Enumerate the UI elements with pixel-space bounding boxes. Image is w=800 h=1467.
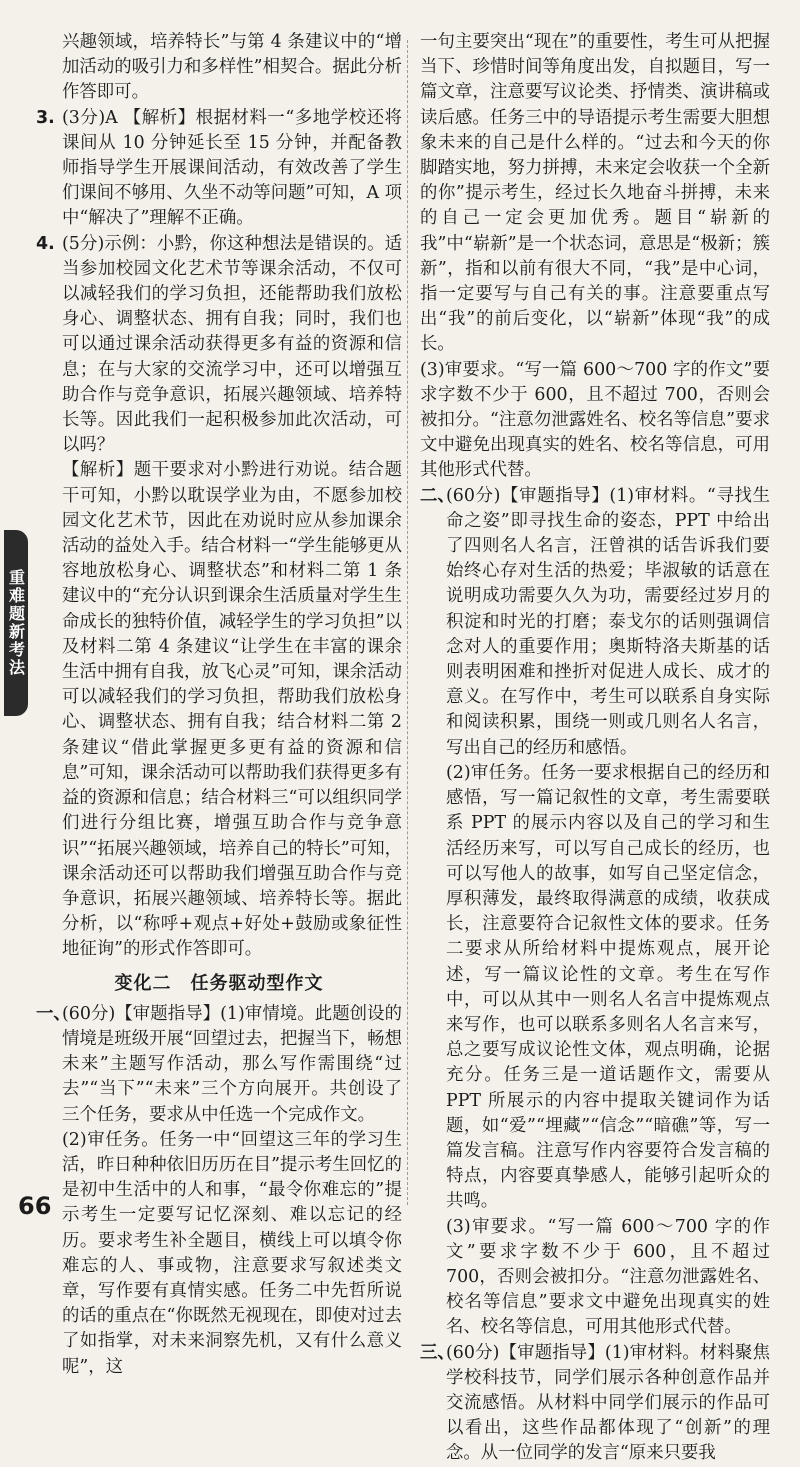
essay-3-number: 三、 <box>420 1342 455 1363</box>
essay-3 <box>420 1341 770 1467</box>
question-3-number: 3. <box>36 107 55 128</box>
side-tab: 重难题新考法 <box>4 530 28 716</box>
question-3-text: (3分)A 【解析】根据材料一“多地学校还将课间从 10 分钟延长至 15 分钟，并配备教师指导学生开展课间活动，有效改善了学生们课间不够用、久坐不动等问题”可知，A 项中“解决了”理解不正确。 <box>62 107 403 229</box>
essay-3-text: (60分)【审题指导】(1)审材料。材料聚焦学校科技节，同学们展示各种创意作品并交流感悟。从材料中同学们展示的作品可以看出，这些作品都体现了“创新”的理念。从一位同学的发言“原来只要我 <box>446 1342 770 1464</box>
essay-2-text: (60分)【审题指导】(1)审材料。“寻找生命之姿”即寻找生命的姿态，PPT 中给出了四则名人名言，汪曾祺的话告诉我们要始终心存对生活的热爱；毕淑敏的话意在说明成功需要久久为功，需要经过岁月的积淀和时光的打磨；泰戈尔的话则强调信念对人的重要作用；奥斯特洛夫斯基的话则表明困难和挫折对促进人成长、成才的意义。在写作中，考生可以联系自身实际和阅读积累，围绕一则或几则名人名言，写出自己的经历和感悟。 <box>446 485 770 758</box>
question-4-number: 4. <box>36 233 55 254</box>
essay-2 <box>420 484 770 761</box>
question-3 <box>36 106 402 232</box>
essay-1-text: (60分)【审题指导】(1)审情境。此题创设的情境是班级开展“回望过去，把握当下，畅想未来”主题写作活动，那么写作需围绕“过去”“当下”“未来”三个方向展开。共创设了三个任务，要求从中任选一个完成作文。 <box>62 1003 402 1125</box>
right-continued-paragraph: 一句主要突出“现在”的重要性，考生可从把握当下、珍惜时间等角度出发，自拟题目，写一篇文章，注意要写议论类、抒情类、演讲稿或读后感。任务三中的导语提示考生需要大胆想象未来的自己是什么样的。“过去和今天的你脚踏实地，努力拼搏，未来定会收获一个全新的你”提示考生，经过长久地奋斗拼搏，未来的自己一定会更加优秀。题目“崭新的我”中“崭新”是一个状态词，意思是“极新；簇新”，指和以前有很大不同，“我”是中心词，指一定要写与自己有关的事。注意要重点写出“我”的前后变化，以“崭新”体现“我”的成长。 <box>420 32 770 355</box>
essay-2-task-paragraph: (2)审任务。任务一要求根据自己的经历和感悟，写一篇记叙性的文章，考生需要联系 PPT 的展示内容以及自己的学习和生活经历来写，可以写自己成长的经历，也可以写他人的故事，如写自己坚定信念，厚积薄发，最终取得满意的成绩，收获成长，注意要符合记叙性文体的要求。任务二要求从所给材料中提炼观点，展开论述，写一篇议论性的文章。考生在写作中，可以从其中一则名人名言中提炼观点来写作，也可以联系多则名人名言来写，总之要写成议论性文体，观点明确，论据充分。任务三是一道话题作文，需要从 PPT 所展示的内容中提取关键词作为话题，如“爱”“埋藏”“信念”“暗礁”等，写一篇发言稿。注意写作内容要符合发言稿的特点，内容要真挚感人，能够引起听众的共鸣。 <box>446 762 770 1212</box>
essay-2-requirement-paragraph: (3)审要求。“写一篇 600～700 字的作文”要求字数不少于 600，且不超过 700，否则会被扣分。“注意勿泄露姓名、校名等信息”要求文中避免出现真实的姓名、校名等信息，可用其他形式代替。 <box>446 1216 770 1338</box>
column-divider <box>407 40 408 1205</box>
essay-1-requirement-paragraph: (3)审要求。“写一篇 600～700 字的作文”要求字数不少于 600，且不超过 700，否则会被扣分。“注意勿泄露姓名、校名等信息”要求文中避免出现真实的姓名、校名等信息，可用其他形式代替。 <box>420 359 770 481</box>
question-4-text: (5分)示例：小黔，你这种想法是错误的。适当参加校园文化艺术节等课余活动，不仅可以减轻我们的学习负担，还能帮助我们放松身心、调整状态、拥有自我；同时，我们也可以通过课余活动获得更多有益的资源和信息；在与大家的交流学习中，还可以增强互助合作与竞争意识，拓展兴趣领域、培养特长等。因此我们一起积极参加此次活动，可以吗？ <box>62 233 402 456</box>
essay-2-number: 二、 <box>420 485 455 506</box>
essay-1-task-paragraph: (2)审任务。任务一中“回望这三年的学习生活，昨日种种依旧历历在目”提示考生回忆的是初中生活中的人和事，“最令你难忘的”提示考生一定要写记忆深刻、难以忘记的经历。要求考生补全题目，横线上可以填令你难忘的人、事或物，注意要求写叙述类文章，写作要有真情实感。任务二中先哲所说的话的重点在“你既然无视现在，即使对过去了如指掌，对未来洞察先机，又有什么意义呢”，这 <box>62 1129 402 1377</box>
essay-1 <box>36 1002 402 1128</box>
essay-1-number: 一、 <box>36 1003 71 1024</box>
question-4 <box>36 232 402 459</box>
left-continued-paragraph: 兴趣领域，培养特长”与第 4 条建议中的“增加活动的吸引力和多样性”相契合。据此分析作答即可。 <box>62 32 402 103</box>
left-column <box>36 30 402 1380</box>
section-title: 变化二 任务驱动型作文 <box>114 972 324 994</box>
right-column <box>420 30 770 1467</box>
question-4-analysis: 【解析】题干要求对小黔进行劝说。结合题干可知，小黔以耽误学业为由，不愿参加校园文化艺术节，因此在劝说时应从参加课余活动的益处入手。结合材料一“学生能够更从容地放松身心、调整状态”和材料二第 1 条建议中的“充分认识到课余生活质量对学生生命成长的独特价值，减轻学生的学习负担”以及材料二第 4 条建议“让学生在丰富的课余生活中拥有自我，放飞心灵”可知，课余活动可以减轻我们的学习负担，帮助我们放松身心、调整状态、拥有自我；结合材料二第 2 条建议“借此掌握更多更有益的资源和信息”可知，课余活动可以帮助我们获得更多有益的资源和信息；结合材料三“可以组织同学们进行分组比赛，增强互助合作与竞争意识”“拓展兴趣领域，培养自己的特长”可知，课余活动还可以帮助我们增强互助合作与竞争意识，拓展兴趣领域、培养特长等。据此分析，以“称呼+观点+好处+鼓励或象征性地征询”的形式作答即可。 <box>62 460 402 960</box>
page-number: 66 <box>18 1192 52 1220</box>
